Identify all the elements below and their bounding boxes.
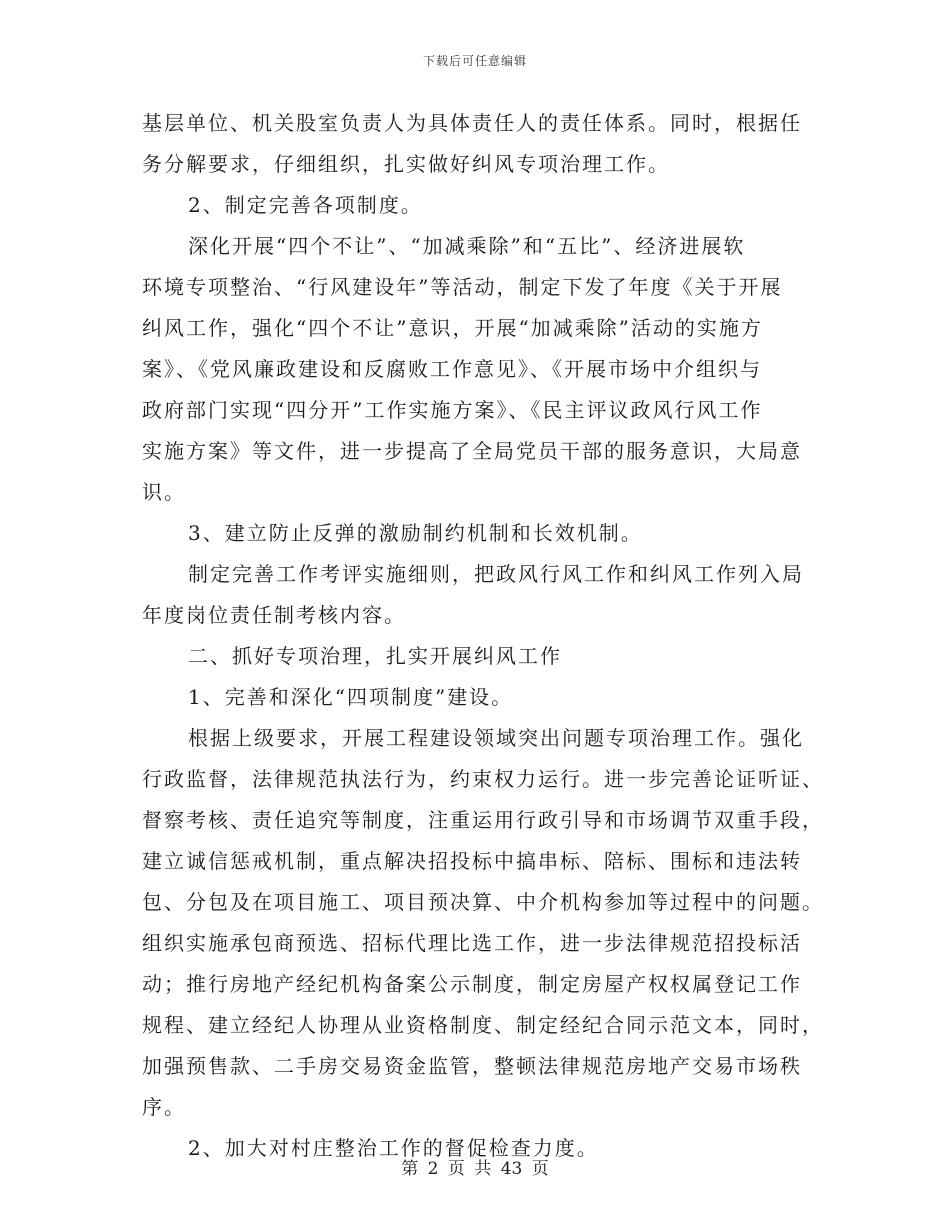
text-line: 组织实施承包商预选、招标代理比选工作，进一步法律规范招投标活: [142, 931, 802, 955]
text-line: 动；推行房地产经纪机构备案公示制度，制定房屋产权权属登记工作: [142, 972, 802, 996]
text-line: 1、完善和深化“四项制度”建设。: [188, 685, 514, 709]
text-line: 案》、《党风廉政建设和反腐败工作意见》、《开展市场中介组织与: [142, 357, 762, 381]
text-line: 环境专项整治、“行风建设年”等活动，制定下发了年度《关于开展: [142, 275, 783, 299]
text-line: 纠风工作，强化“四个不让”意识，开展“加减乘除”活动的实施方: [142, 316, 763, 340]
text-line: 2、制定完善各项制度。: [188, 193, 423, 217]
text-line: 序。: [142, 1095, 186, 1119]
page-footer: 第 2 页 共 43 页: [401, 1159, 549, 1179]
document-body: [142, 103, 824, 1169]
text-line: 深化开展“四个不让”、“加减乘除”和“五比”、经济进展软: [188, 234, 746, 258]
text-line: 二、抓好专项治理，扎实开展纠风工作: [188, 644, 562, 668]
text-line: 督察考核、责任追究等制度，注重运用行政引导和市场调节双重手段，: [142, 808, 824, 832]
text-line: 包、分包及在项目施工、项目预决算、中介机构参加等过程中的问题。: [142, 890, 824, 914]
text-line: 规程、建立经纪人协理从业资格制度、制定经纪合同示范文本，同时，: [142, 1013, 824, 1037]
text-line: 务分解要求，仔细组织，扎实做好纠风专项治理工作。: [142, 152, 670, 176]
text-line: 基层单位、机关股室负责人为具体责任人的责任体系。同时，根据任: [142, 111, 802, 135]
page-header: 下载后可任意编辑: [422, 54, 527, 68]
text-line: 行政监督，法律规范执法行为，约束权力运行。进一步完善论证听证、: [142, 767, 824, 791]
text-line: 根据上级要求，开展工程建设领域突出问题专项治理工作。强化: [188, 726, 804, 750]
text-line: 实施方案》等文件，进一步提高了全局党员干部的服务意识，大局意: [142, 439, 802, 463]
text-line: 识。: [142, 480, 186, 504]
text-line: 制定完善工作考评实施细则，把政风行风工作和纠风工作列入局: [188, 562, 804, 586]
text-line: 2、加大对村庄整治工作的督促检查力度。: [188, 1136, 599, 1160]
text-line: 年度岗位责任制考核内容。: [142, 603, 406, 627]
text-line: 3、建立防止反弹的激励制约机制和长效机制。: [188, 521, 643, 545]
text-line: 加强预售款、二手房交易资金监管，整顿法律规范房地产交易市场秩: [142, 1054, 802, 1078]
text-line: 政府部门实现“四分开”工作实施方案》、《民主评议政风行风工作: [142, 398, 763, 422]
text-line: 建立诚信惩戒机制，重点解决招投标中搞串标、陪标、围标和违法转: [142, 849, 802, 873]
